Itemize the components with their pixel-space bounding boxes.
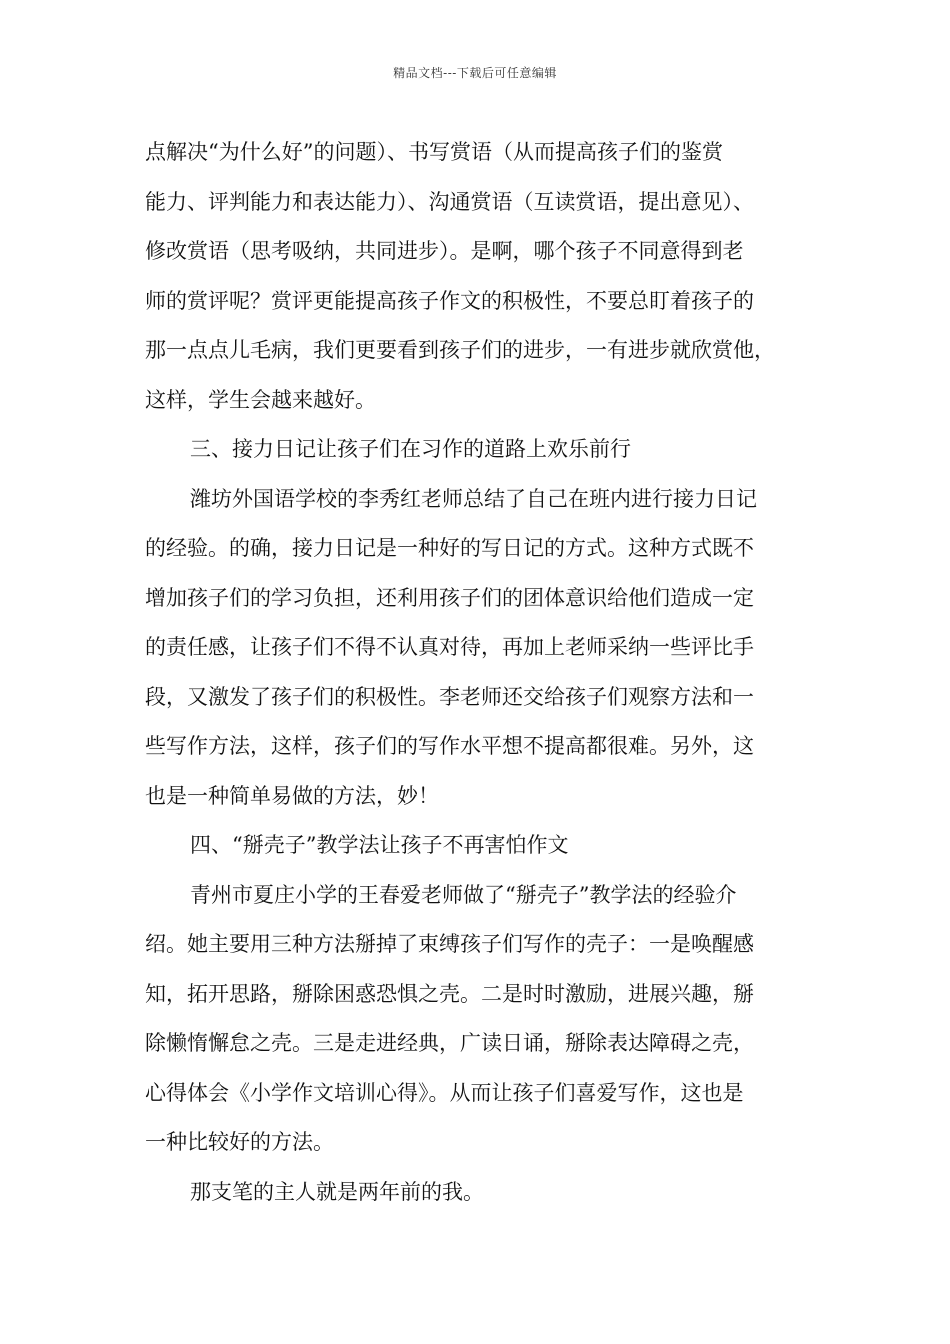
text-line: 这样，学生会越来越好。 <box>145 387 376 412</box>
text-line: 点解决“为什么好”的问题）、书写赏语（从而提高孩子们的鉴赏 <box>145 140 723 164</box>
text-line: 绍。她主要用三种方法掰掉了束缚孩子们写作的壳子：一是唤醒感 <box>145 932 754 956</box>
section-heading: 三、接力日记让孩子们在习作的道路上欢乐前行 <box>190 437 631 461</box>
text-line: 也是一种简单易做的方法，妙！ <box>145 783 439 808</box>
text-line: 的经验。的确，接力日记是一种好的写日记的方式。这种方式既不 <box>145 536 754 560</box>
text-line: 那一点点儿毛病，我们更要看到孩子们的进步，一有进步就欣赏他， <box>145 338 775 362</box>
text-line: 师的赏评呢？赏评更能提高孩子作文的积极性，不要总盯着孩子的 <box>145 288 754 313</box>
document-body <box>145 128 815 1217</box>
paragraph-start: 那支笔的主人就是两年前的我。 <box>190 1179 484 1204</box>
text-line: 段，又激发了孩子们的积极性。李老师还交给孩子们观察方法和一 <box>145 684 754 709</box>
text-line: 能力、评判能力和表达能力）、沟通赏语（互读赏语，提出意见）、 <box>145 189 754 214</box>
text-line: 除懒惰懈怠之壳。三是走进经典，广读日诵，掰除表达障碍之壳， <box>145 1031 754 1055</box>
text-line: 一种比较好的方法。 <box>145 1130 334 1154</box>
section-heading: 四、“掰壳子”教学法让孩子不再害怕作文 <box>190 833 569 857</box>
page-header: 精品文档---下载后可任意编辑 <box>393 66 557 80</box>
text-line: 心得体会《小学作文培训心得》。从而让孩子们喜爱写作，这也是 <box>145 1080 744 1105</box>
text-line: 的责任感，让孩子们不得不认真对待，再加上老师采纳一些评比手 <box>145 635 754 659</box>
paragraph-start: 潍坊外国语学校的李秀红老师总结了自己在班内进行接力日记 <box>190 486 757 511</box>
text-line: 修改赏语（思考吸纳，共同进步）。是啊，哪个孩子不同意得到老 <box>145 239 744 263</box>
text-line: 些写作方法，这样，孩子们的写作水平想不提高都很难。另外，这 <box>145 734 754 758</box>
paragraph-start: 青州市夏庄小学的王春爱老师做了“掰壳子”教学法的经验介 <box>190 882 737 907</box>
text-line: 增加孩子们的学习负担，还利用孩子们的团体意识给他们造成一定 <box>145 585 754 610</box>
text-line: 知，拓开思路，掰除困惑恐惧之壳。二是时时激励，进展兴趣，掰 <box>145 981 754 1006</box>
